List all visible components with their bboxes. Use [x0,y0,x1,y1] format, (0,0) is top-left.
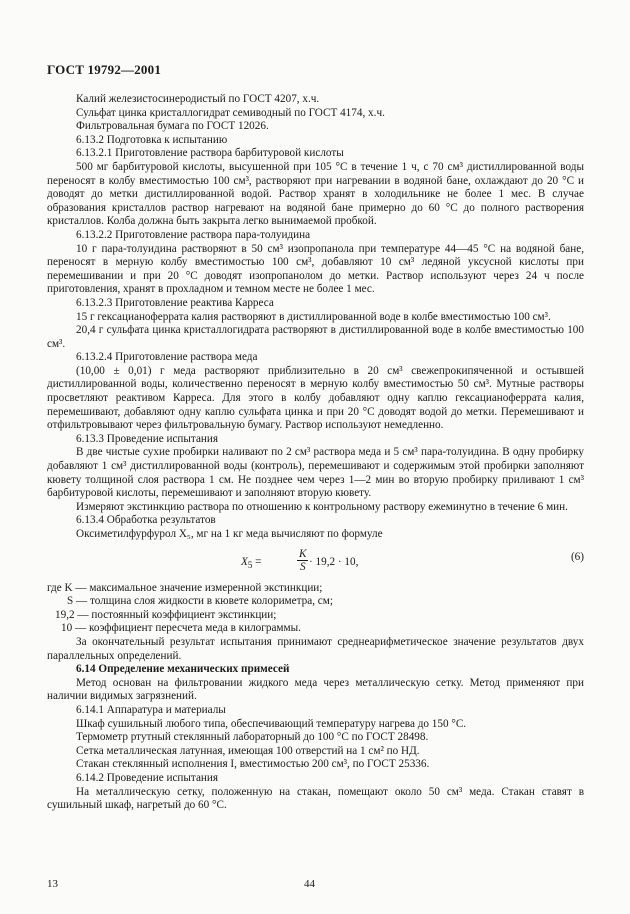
subsection-heading: 6.13.2.4 Приготовление раствора меда [76,351,258,364]
definition-line: 10 — коэффициент пересчета меда в килограммы. [61,622,301,635]
paragraph: Измеряют экстинкцию раствора по отношению к контрольному раствору ежеминутно в течение 6 мин. [76,500,568,513]
paragraph: В две чистые сухие пробирки наливают по 2 см³ раствора меда и 5 см³ пара-толуидина. В одну пробирку добавляют 1 см³ дистиллированной воды (контроль), перемешивают и содержимым этой пробирки заполняют кювету толщиной слоя раствора 1 см. Не позднее чем через 1—2 мин во вторую пробирку приливают 1 см³ барбитуровой кислоты, перемешивают и заполняют вторую кювету. [47,446,584,500]
list-item: Сетка металлическая латунная, имеющая 100 отверстий на 1 см² по НД. [76,744,420,757]
paragraph: (10,00 ± 0,01) г меда растворяют приблизительно в 20 см³ свежепрокипяченной и остывшей дистиллированной воды, количественно переносят в мерную колбу вместимостью 50 см³. Мутные растворы просветляют реактивом Карреса. Для этого в колбу добавляют одну каплю гексацианоферрата калия, перемешивают, добавляют одну каплю сульфата цинка и при 20 °С доводят водой до метки. Перемешивают и отфильтровывают через фильтровальную бумагу. Раствор используют немедленно. [47,364,584,432]
list-item: Термометр ртутный стеклянный лабораторный до 100 °С по ГОСТ 28498. [76,731,429,744]
text-line: Сульфат цинка кристаллогидрат семиводный по ГОСТ 4174, х.ч. [76,106,385,119]
formula-denominator: S [299,560,306,573]
subsection-heading: 6.13.3 Проведение испытания [76,432,219,445]
formula-intro: Оксиметилфурфурол X₅, мг на 1 кг меда вычисляют по формуле [76,528,383,540]
section-heading: 6.14 Определение механических примесей [76,663,290,676]
formula-lhs: $X_5$ = [241,555,262,570]
subsection-heading: 6.13.2.3 Приготовление реактива Карреса [76,296,274,309]
subsection-heading: 6.13.2 Подготовка к испытанию [76,133,228,146]
text-line: Фильтровальная бумага по ГОСТ 12026. [76,120,269,133]
list-item: Шкаф сушильный любого типа, обеспечивающий температуру нагрева до 150 °С. [76,717,467,730]
subsection-heading: 6.14.2 Проведение испытания [76,771,219,784]
page-number-left: 13 [47,878,58,890]
formula-fraction [297,548,308,573]
subsection-heading: 6.13.2.1 Приготовление раствора барбитуровой кислоты [76,147,344,160]
subsection-heading: 6.13.4 Обработка результатов [76,514,216,527]
formula-numerator: K [299,547,307,560]
subsection-heading: 6.13.2.2 Приготовление раствора пара-толуидина [76,228,311,241]
variable-definitions [47,582,584,636]
formula [47,548,584,578]
paragraph: 10 г пара-толуидина растворяют в 50 см³ изопропанола при температуре 44—45 °С на водяной бане, переносят в мерную колбу вместимостью 100 см³, добавляют 10 см³ ледяной уксусной кислоты при перемешивании и при 20 °С доводят изопропанолом до метки. Раствор используют через 24 ч после приготовления, хранят в прохладном и темном месте не более 1 мес. [47,242,584,296]
paragraph: 20,4 г сульфата цинка кристаллогидрата растворяют в дистиллированной воде в колбе вместимостью 100 см³. [47,324,584,350]
text-line: Калий железистосинеродистый по ГОСТ 4207, х.ч. [76,93,320,105]
paragraph: За окончательный результат испытания принимают среднеарифметическое значение результатов двух параллельных определений. [47,635,584,662]
definition-line: 19,2 — постоянный коэффициент экстинкции; [55,608,277,621]
paragraph: 500 мг барбитуровой кислоты, высушенной при 105 °С в течение 1 ч, с 70 см³ дистиллированной воды переносят в колбу вместимостью 100 см³, растворяют при нагревании в водяной бане, охлаждают до 20 °С и доводят до метки дистиллированной водой. Раствор хранят в холодильнике не более 1 мес. В случае образования кристаллов раствор нагревают на водяной бане примерно до 60 °С до полного растворения кристаллов. Колба должна быть закрыта легко вынимаемой пробкой. [47,160,584,228]
definition-line: где K — максимальное значение измеренной экстинкции; [47,581,323,594]
document-body [47,93,584,813]
list-item: Стакан стеклянный исполнения I, вместимостью 200 см³, по ГОСТ 25336. [76,758,430,771]
paragraph: 15 г гексацианоферрата калия растворяют в дистиллированной воде в колбе вместимостью 100 см³. [76,310,551,323]
paragraph: На металлическую сетку, положенную на стакан, помещают около 50 см³ меда. Стакан ставят в сушильный шкаф, нагретый до 60 °С. [47,785,584,812]
definition-line: S — толщина слоя жидкости в кювете колориметра, см; [67,595,333,608]
document-header: ГОСТ 19792—2001 [47,62,162,77]
page-number-center: 44 [304,878,315,890]
formula-number: (6) [570,550,584,563]
subsection-heading: 6.14.1 Аппаратура и материалы [76,703,226,716]
paragraph: Метод основан на фильтровании жидкого меда через металлическую сетку. Метод применяют при наличии видимых загрязнений. [47,676,584,703]
formula-rest: · 19,2 · 10, [309,555,359,568]
